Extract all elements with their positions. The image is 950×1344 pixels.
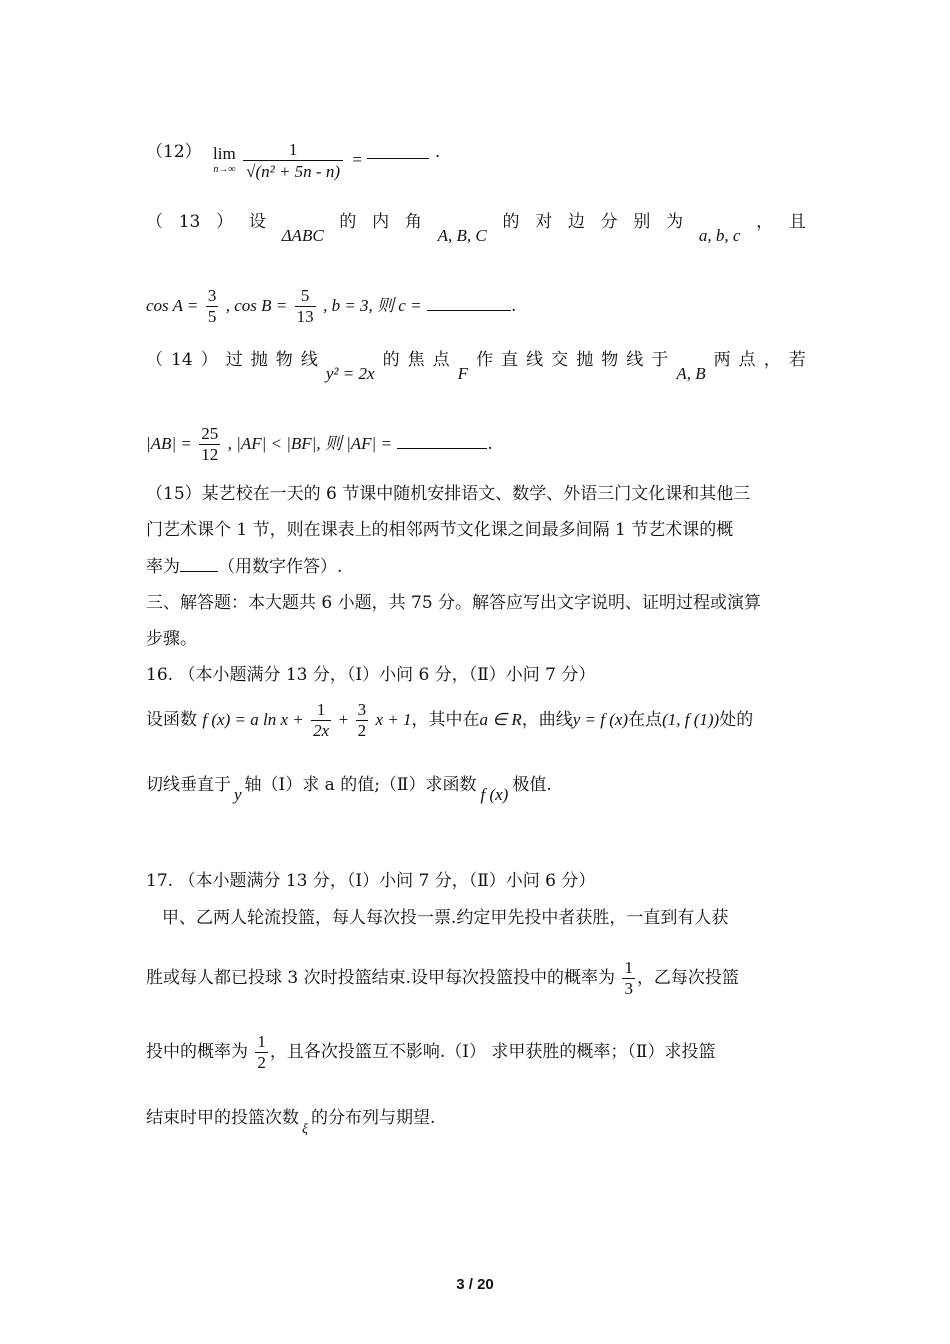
q16-text-k: 处的 bbox=[719, 710, 754, 730]
q17-frac1-den: 3 bbox=[624, 979, 633, 998]
q13-line1 bbox=[146, 210, 806, 250]
q12-lim: lim bbox=[213, 144, 236, 163]
q17-l3-a: 投中的概率为 bbox=[146, 1042, 248, 1062]
q13-token: 分 bbox=[600, 212, 618, 232]
q13-token: 角 bbox=[404, 212, 422, 232]
q13-token: 且 bbox=[788, 212, 806, 232]
q13-token: （ bbox=[146, 212, 163, 232]
q14-token: 线 bbox=[526, 350, 544, 370]
q13-cosB: , cos B = bbox=[225, 296, 288, 315]
q14-token: 焦 bbox=[407, 350, 425, 370]
q16-point: (1, f (1)) bbox=[662, 710, 720, 729]
q15-line1: （15）某艺校在一天的 6 节课中随机安排语文、数学、外语三门文化课和其他三 bbox=[146, 484, 751, 504]
q13-frac2-num: 5 bbox=[295, 286, 316, 307]
q15-line3 bbox=[146, 555, 806, 579]
q17-frac2-num: 1 bbox=[257, 1032, 266, 1051]
q14-token: ） bbox=[200, 350, 218, 370]
q13-token: ， bbox=[756, 212, 774, 232]
q12-line bbox=[146, 140, 806, 190]
q16-line1 bbox=[146, 700, 806, 750]
q16-l2-y: y bbox=[234, 785, 242, 804]
q12-lim-sub: n→∞ bbox=[213, 164, 236, 175]
q16-l2-c: 轴（Ⅰ）求 a 的值;（Ⅱ）求函数 bbox=[244, 775, 477, 795]
q13-token: ΔABC bbox=[281, 226, 324, 245]
q13-token: 边 bbox=[567, 212, 585, 232]
q13-token: 对 bbox=[535, 212, 553, 232]
q14-token: A, B bbox=[676, 364, 706, 383]
q14-end: . bbox=[487, 434, 493, 454]
q14-token: 线 bbox=[300, 350, 318, 370]
q16-plus: + bbox=[338, 710, 349, 729]
section3-line2: 步骤。 bbox=[146, 629, 197, 649]
q13-tail: , b = 3, 则 c = bbox=[323, 296, 422, 315]
q17-frac1-num: 1 bbox=[624, 958, 633, 977]
q14-token: 抛 bbox=[250, 350, 268, 370]
q16-text-e: ，其中在 bbox=[411, 710, 480, 730]
q14-token: ， bbox=[763, 350, 781, 370]
q12-end: . bbox=[434, 142, 441, 162]
q16-frac1-num: 1 bbox=[311, 700, 331, 721]
q15-line2: 门艺术课个 1 节，则在课表上的相邻两节文化课之间最多间隔 1 节艺术课的概 bbox=[146, 520, 734, 540]
q13-token: 为 bbox=[666, 212, 684, 232]
q13-token: 的 bbox=[339, 212, 357, 232]
page-number: 3 / 20 bbox=[456, 1276, 494, 1293]
q12-answer-blank[interactable] bbox=[367, 140, 429, 159]
q16-text-a: 设函数 bbox=[146, 710, 197, 730]
q12-denominator: √(n² + 5n - n) bbox=[246, 162, 341, 181]
q16-header: 16. （本小题满分 13 分，（Ⅰ）小问 6 分，（Ⅱ）小问 7 分） bbox=[146, 665, 596, 685]
q14-token: 物 bbox=[601, 350, 619, 370]
q17-l4-c: 的分布列与期望. bbox=[311, 1108, 436, 1128]
q17-line1: 甲、乙两人轮流投篮，每人每次投一票.约定甲先投中者获胜，一直到有人获 bbox=[162, 908, 729, 928]
q13-answer-blank[interactable] bbox=[427, 310, 511, 311]
q13-line2 bbox=[146, 286, 806, 334]
q13-token: ） bbox=[216, 212, 234, 232]
q16-text-g: ，曲线 bbox=[521, 710, 573, 730]
q14-token: 点 bbox=[432, 350, 450, 370]
q13-token: a, b, c bbox=[698, 226, 741, 245]
q14-token: 直 bbox=[501, 350, 519, 370]
q16-func-tail: x + 1 bbox=[375, 710, 412, 729]
section3-line1: 三、解答题：本大题共 6 小题，共 75 分。解答应写出文字说明、证明过程或演算 bbox=[146, 593, 762, 613]
q14-token: 作 bbox=[476, 350, 494, 370]
q13-token: 内 bbox=[372, 212, 390, 232]
q17-l2-a: 胜或每人都已投球 3 次时投篮结束.设甲每次投篮投中的概率为 bbox=[146, 968, 616, 988]
q14-frac-den: 12 bbox=[201, 445, 219, 464]
q14-tail: , |AF| < |BF|, 则 |AF| = bbox=[227, 434, 392, 453]
q16-frac1-den: 2x bbox=[313, 721, 330, 740]
q16-l2-e: 极值. bbox=[512, 775, 552, 795]
q17-line4 bbox=[146, 1106, 806, 1146]
q14-AB: |AB| = bbox=[146, 434, 192, 453]
q16-l2-a: 切线垂直于 bbox=[146, 775, 231, 795]
q16-func: f (x) = a ln x + bbox=[202, 710, 304, 729]
q14-token: 于 bbox=[651, 350, 669, 370]
q14-token: 交 bbox=[551, 350, 569, 370]
q13-token: 设 bbox=[248, 212, 266, 232]
q13-end: . bbox=[510, 296, 517, 316]
q13-token: 别 bbox=[633, 212, 651, 232]
q14-token: 点 bbox=[738, 350, 756, 370]
q14-token: 过 bbox=[225, 350, 243, 370]
q16-frac2-num: 3 bbox=[357, 700, 367, 719]
q14-frac-num: 25 bbox=[201, 424, 219, 443]
q16-l2-fx: f (x) bbox=[480, 785, 509, 804]
q13-frac1-den: 5 bbox=[207, 307, 217, 326]
q13-frac1-num: 3 bbox=[207, 286, 217, 305]
q13-cosA: cos A = bbox=[146, 296, 199, 315]
q16-line2 bbox=[146, 773, 806, 813]
q16-text-i: 在点 bbox=[628, 710, 663, 730]
q17-xi: ξ bbox=[302, 1122, 308, 1137]
q12-equals: = bbox=[352, 150, 363, 169]
q14-token: 两 bbox=[713, 350, 731, 370]
q17-frac2-den: 2 bbox=[257, 1053, 266, 1072]
q12-label: （12） bbox=[146, 142, 202, 162]
q17-line2 bbox=[146, 958, 806, 1008]
q14-line2 bbox=[146, 424, 806, 472]
q15-answer-blank[interactable] bbox=[180, 571, 218, 572]
q13-token: A, B, C bbox=[437, 226, 487, 245]
q14-token: （ bbox=[146, 350, 163, 370]
q17-l3-b: ，且各次投篮互不影响.（Ⅰ） 求甲获胜的概率；（Ⅱ）求投篮 bbox=[269, 1042, 716, 1062]
q14-token: 物 bbox=[275, 350, 293, 370]
q14-token: 线 bbox=[626, 350, 644, 370]
q14-token: 14 bbox=[171, 350, 193, 370]
q14-answer-blank[interactable] bbox=[397, 448, 487, 449]
q16-frac2-den: 2 bbox=[357, 721, 367, 740]
q13-token: 13 bbox=[178, 212, 201, 232]
q13-frac2-den: 13 bbox=[296, 307, 314, 326]
q13-token: 的 bbox=[502, 212, 520, 232]
q14-token: 的 bbox=[382, 350, 400, 370]
q14-token: y² = 2x bbox=[325, 364, 375, 383]
q12-numerator: 1 bbox=[243, 140, 343, 161]
q17-header: 17. （本小题满分 13 分，（Ⅰ）小问 7 分，（Ⅱ）小问 6 分） bbox=[146, 871, 596, 891]
q14-line1 bbox=[146, 348, 806, 388]
q16-curve: y = f (x) bbox=[572, 710, 629, 729]
q17-line3 bbox=[146, 1032, 806, 1082]
q15-line3-suffix: （用数字作答）. bbox=[218, 557, 343, 577]
q17-l2-b: ，乙每次投篮 bbox=[636, 968, 739, 988]
q16-aR: a ∈ R bbox=[479, 710, 522, 729]
q14-token: 抛 bbox=[576, 350, 594, 370]
q15-line3-prefix: 率为 bbox=[146, 557, 180, 577]
q17-l4-a: 结束时甲的投篮次数 bbox=[146, 1108, 299, 1128]
q14-token: F bbox=[457, 364, 469, 383]
q14-token: 若 bbox=[788, 350, 806, 370]
